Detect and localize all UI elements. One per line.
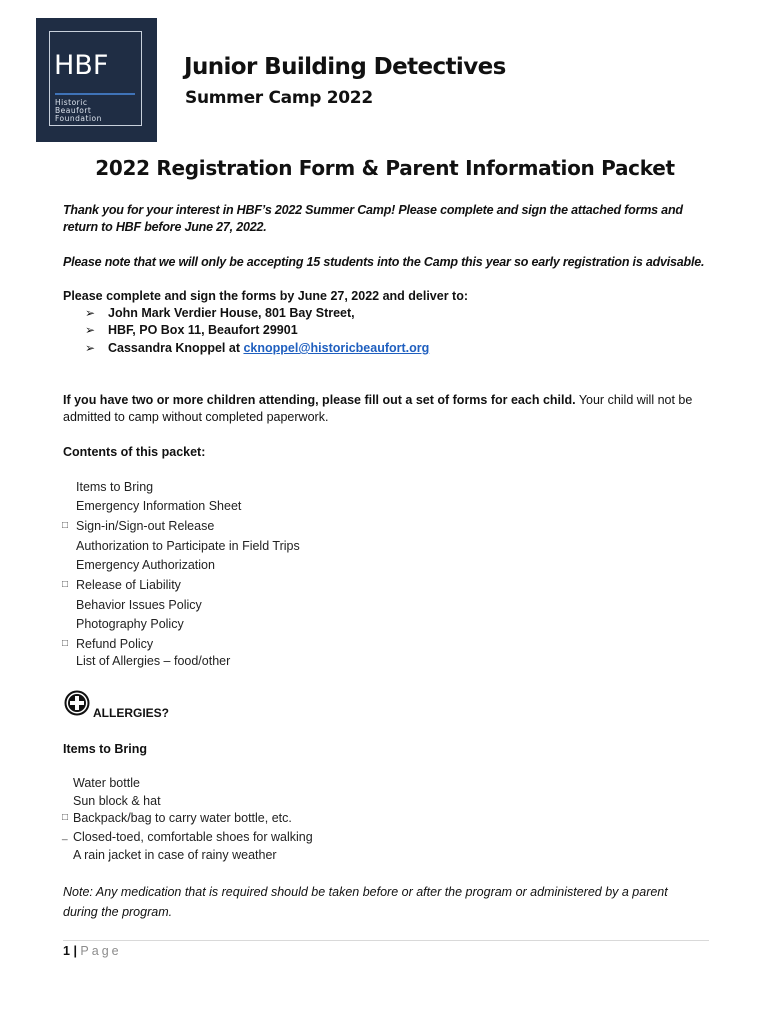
checkbox-mark-icon: □	[62, 579, 69, 590]
contents-item: List of Allergies – food/other	[76, 654, 231, 668]
logo-name-line: Beaufort	[55, 106, 92, 115]
hbf-logo	[36, 18, 157, 142]
logo-name-line: Historic	[55, 98, 88, 107]
children-note-text: Your child will not be admitted to camp without completed paperwork.	[63, 393, 693, 424]
camp-subtitle: Summer Camp 2022	[185, 88, 373, 108]
logo-name	[55, 99, 102, 123]
plus-circle-icon	[64, 690, 90, 716]
page-number: 1	[63, 944, 70, 958]
contents-item: Behavior Issues Policy	[76, 598, 202, 612]
dash-mark-icon: _	[62, 830, 68, 841]
contact-prefix: Cassandra Knoppel at	[108, 341, 244, 355]
contents-item: Items to Bring	[76, 480, 154, 494]
page-separator: |	[73, 944, 77, 958]
contents-item: Authorization to Participate in Field Trips	[76, 539, 300, 553]
contents-item: Emergency Authorization	[76, 558, 215, 572]
bring-item: Backpack/bag to carry water bottle, etc.	[73, 811, 292, 825]
children-note-bold: If you have two or more children attending, please fill out a set of forms for each child.	[63, 393, 576, 407]
arrow-bullet-icon: ➢	[85, 323, 96, 337]
footer-divider	[63, 940, 709, 941]
bring-heading: Items to Bring	[63, 742, 148, 756]
deliver-heading: Please complete and sign the forms by June 27, 2022 and deliver to:	[63, 289, 468, 303]
deliver-item	[85, 322, 298, 339]
bring-item: Sun block & hat	[73, 794, 161, 808]
deliver-item	[85, 340, 429, 357]
allergies-label: ALLERGIES?	[93, 706, 170, 720]
arrow-bullet-icon: ➢	[85, 341, 96, 355]
bring-item: A rain jacket in case of rainy weather	[73, 848, 277, 862]
deliver-item	[85, 305, 355, 322]
bring-item: Closed-toed, comfortable shoes for walking	[73, 830, 313, 844]
contents-heading: Contents of this packet:	[63, 445, 206, 459]
checkbox-mark-icon: □	[62, 812, 69, 823]
contents-item: Sign-in/Sign-out Release	[76, 519, 215, 533]
medication-note: Note: Any medication that is required should be taken before or after the program or administered by a parent during the program.	[63, 885, 668, 919]
contact-email-link[interactable]: cknoppel@historicbeaufort.org	[243, 341, 430, 355]
deliver-item-text: John Mark Verdier House, 801 Bay Street,	[108, 306, 355, 320]
contents-item: Release of Liability	[76, 578, 181, 592]
form-title: 2022 Registration Form & Parent Information Packet	[95, 156, 675, 180]
deliver-item-text: HBF, PO Box 11, Beaufort 29901	[108, 323, 298, 337]
intro-thanks: Thank you for your interest in HBF’s 2022 Summer Camp! Please complete and sign the attached forms and return to HBF before June 27, 2022.	[63, 203, 683, 234]
children-note	[63, 392, 713, 426]
page-footer	[63, 944, 122, 958]
camp-title: Junior Building Detectives	[184, 54, 506, 80]
contents-item: Photography Policy	[76, 617, 184, 631]
bring-item: Water bottle	[73, 776, 140, 790]
page-label: Page	[80, 944, 122, 958]
arrow-bullet-icon: ➢	[85, 306, 96, 320]
contents-item: Refund Policy	[76, 637, 154, 651]
contents-item: Emergency Information Sheet	[76, 499, 242, 513]
checkbox-mark-icon: □	[62, 638, 69, 649]
checkbox-mark-icon: □	[62, 520, 69, 531]
intro-note: Please note that we will only be accepting 15 students into the Camp this year so early registration is advisable.	[63, 255, 705, 269]
logo-name-line: Foundation	[55, 114, 102, 123]
logo-abbr: HBF	[54, 50, 109, 81]
logo-rule	[55, 93, 135, 95]
logo-frame	[49, 31, 142, 126]
